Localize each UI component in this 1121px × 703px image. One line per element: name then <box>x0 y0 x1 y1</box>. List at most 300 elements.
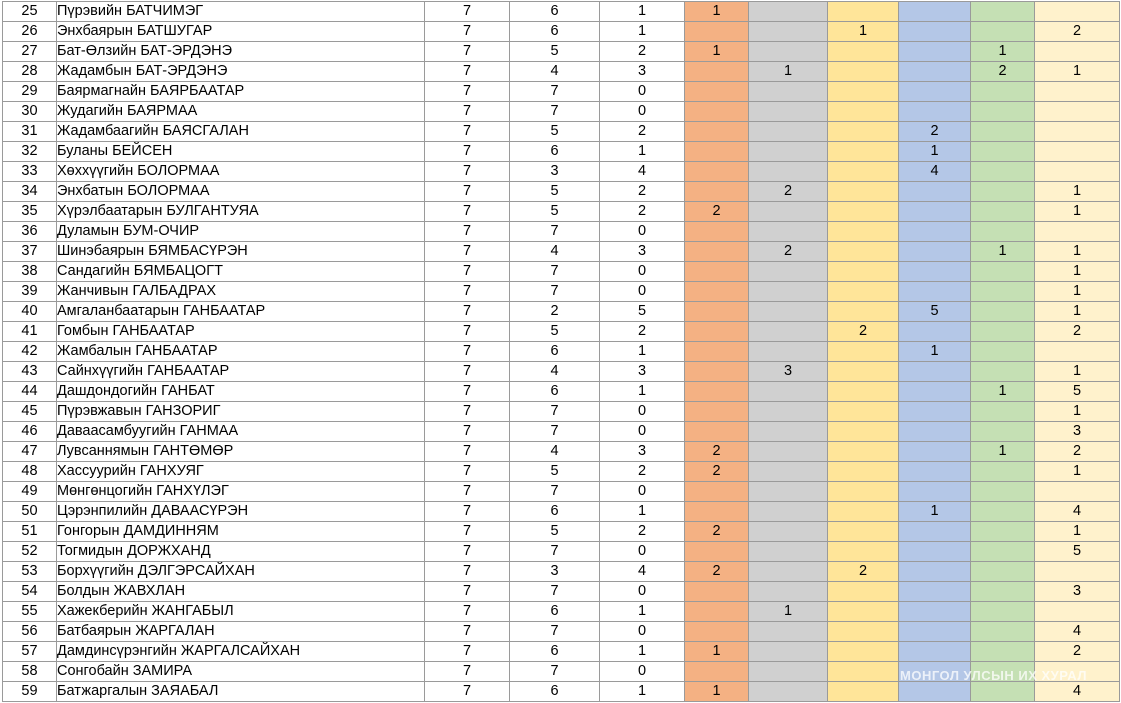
total-sessions: 7 <box>425 662 510 682</box>
table-row <box>3 322 1120 342</box>
col-yellow-value <box>828 302 899 322</box>
col-orange-value <box>685 582 749 602</box>
total-sessions: 7 <box>425 562 510 582</box>
col-orange-value <box>685 22 749 42</box>
attended: 4 <box>510 242 600 262</box>
col-orange-value <box>685 482 749 502</box>
col-yellow-value <box>828 182 899 202</box>
member-name: Лувсаннямын ГАНТӨМӨР <box>57 442 425 462</box>
row-number: 38 <box>3 262 57 282</box>
col-green-value <box>971 82 1035 102</box>
table-row <box>3 602 1120 622</box>
absent: 3 <box>600 62 685 82</box>
col-cream-value <box>1035 142 1120 162</box>
member-name: Баярмагнайн БАЯРБААТАР <box>57 82 425 102</box>
absent: 1 <box>600 142 685 162</box>
col-blue-value <box>899 382 971 402</box>
col-yellow-value <box>828 642 899 662</box>
col-yellow-value <box>828 462 899 482</box>
total-sessions: 7 <box>425 142 510 162</box>
table-row <box>3 422 1120 442</box>
member-name: Хажекберийн ЖАНГАБЫЛ <box>57 602 425 622</box>
col-gray-value <box>749 122 828 142</box>
col-yellow-value <box>828 282 899 302</box>
row-number: 42 <box>3 342 57 362</box>
col-green-value <box>971 462 1035 482</box>
attended: 6 <box>510 682 600 702</box>
col-orange-value <box>685 102 749 122</box>
col-blue-value <box>899 202 971 222</box>
total-sessions: 7 <box>425 602 510 622</box>
row-number: 54 <box>3 582 57 602</box>
table-row <box>3 122 1120 142</box>
watermark-text: МОНГОЛ УЛСЫН ИХ ХУРАЛ <box>900 668 1087 683</box>
col-blue-value <box>899 522 971 542</box>
member-name: Хөххүүгийн БОЛОРМАА <box>57 162 425 182</box>
col-blue-value <box>899 422 971 442</box>
absent: 4 <box>600 162 685 182</box>
absent: 2 <box>600 182 685 202</box>
row-number: 28 <box>3 62 57 82</box>
col-cream-value: 5 <box>1035 382 1120 402</box>
member-name: Батбаярын ЖАРГАЛАН <box>57 622 425 642</box>
col-cream-value <box>1035 162 1120 182</box>
absent: 0 <box>600 262 685 282</box>
table-row <box>3 622 1120 642</box>
member-name: Пүрэвийн БАТЧИМЭГ <box>57 2 425 22</box>
table-row <box>3 682 1120 702</box>
col-blue-value <box>899 682 971 702</box>
col-cream-value: 1 <box>1035 242 1120 262</box>
col-orange-value: 1 <box>685 42 749 62</box>
absent: 0 <box>600 622 685 642</box>
total-sessions: 7 <box>425 622 510 642</box>
attended: 7 <box>510 402 600 422</box>
member-name: Энхбаярын БАТШУГАР <box>57 22 425 42</box>
member-name: Даваасамбуугийн ГАНМАА <box>57 422 425 442</box>
member-name: Бат-Өлзийн БАТ-ЭРДЭНЭ <box>57 42 425 62</box>
attended: 5 <box>510 322 600 342</box>
row-number: 33 <box>3 162 57 182</box>
col-cream-value <box>1035 562 1120 582</box>
total-sessions: 7 <box>425 122 510 142</box>
col-green-value <box>971 542 1035 562</box>
row-number: 43 <box>3 362 57 382</box>
absent: 1 <box>600 22 685 42</box>
absent: 0 <box>600 542 685 562</box>
absent: 2 <box>600 122 685 142</box>
total-sessions: 7 <box>425 362 510 382</box>
row-number: 27 <box>3 42 57 62</box>
row-number: 52 <box>3 542 57 562</box>
total-sessions: 7 <box>425 502 510 522</box>
col-orange-value <box>685 162 749 182</box>
col-green-value <box>971 122 1035 142</box>
absent: 2 <box>600 322 685 342</box>
col-orange-value <box>685 402 749 422</box>
absent: 1 <box>600 382 685 402</box>
col-gray-value <box>749 542 828 562</box>
member-name: Борхүүгийн ДЭЛГЭРСАЙХАН <box>57 562 425 582</box>
member-name: Амгаланбаатарын ГАНБААТАР <box>57 302 425 322</box>
col-green-value <box>971 522 1035 542</box>
col-gray-value: 1 <box>749 62 828 82</box>
col-yellow-value <box>828 42 899 62</box>
col-gray-value <box>749 102 828 122</box>
table-row <box>3 502 1120 522</box>
col-yellow-value <box>828 422 899 442</box>
col-yellow-value <box>828 582 899 602</box>
col-blue-value <box>899 42 971 62</box>
col-blue-value: 1 <box>899 342 971 362</box>
absent: 0 <box>600 82 685 102</box>
col-gray-value <box>749 382 828 402</box>
absent: 3 <box>600 242 685 262</box>
col-green-value <box>971 262 1035 282</box>
col-yellow-value <box>828 222 899 242</box>
attended: 4 <box>510 62 600 82</box>
col-gray-value <box>749 342 828 362</box>
col-orange-value <box>685 422 749 442</box>
col-yellow-value: 1 <box>828 22 899 42</box>
col-yellow-value <box>828 162 899 182</box>
absent: 3 <box>600 442 685 462</box>
col-blue-value: 5 <box>899 302 971 322</box>
col-green-value <box>971 562 1035 582</box>
col-gray-value <box>749 522 828 542</box>
col-yellow-value <box>828 622 899 642</box>
attended: 7 <box>510 582 600 602</box>
col-green-value <box>971 342 1035 362</box>
col-green-value <box>971 622 1035 642</box>
member-name: Дуламын БУМ-ОЧИР <box>57 222 425 242</box>
row-number: 59 <box>3 682 57 702</box>
table-row <box>3 582 1120 602</box>
col-cream-value: 1 <box>1035 402 1120 422</box>
absent: 4 <box>600 562 685 582</box>
col-cream-value <box>1035 602 1120 622</box>
col-green-value <box>971 682 1035 702</box>
attended: 5 <box>510 122 600 142</box>
attended: 4 <box>510 442 600 462</box>
absent: 1 <box>600 602 685 622</box>
absent: 1 <box>600 2 685 22</box>
col-yellow-value <box>828 482 899 502</box>
col-cream-value: 1 <box>1035 462 1120 482</box>
row-number: 39 <box>3 282 57 302</box>
col-orange-value <box>685 362 749 382</box>
col-orange-value <box>685 622 749 642</box>
col-blue-value <box>899 462 971 482</box>
col-orange-value: 1 <box>685 682 749 702</box>
member-name: Гонгорын ДАМДИННЯМ <box>57 522 425 542</box>
attended: 4 <box>510 362 600 382</box>
col-cream-value <box>1035 222 1120 242</box>
row-number: 25 <box>3 2 57 22</box>
col-blue-value <box>899 582 971 602</box>
row-number: 56 <box>3 622 57 642</box>
col-gray-value <box>749 322 828 342</box>
member-name: Батжаргалын ЗАЯАБАЛ <box>57 682 425 702</box>
col-yellow-value <box>828 102 899 122</box>
col-gray-value <box>749 402 828 422</box>
total-sessions: 7 <box>425 242 510 262</box>
col-yellow-value <box>828 82 899 102</box>
total-sessions: 7 <box>425 542 510 562</box>
col-blue-value <box>899 262 971 282</box>
col-orange-value <box>685 542 749 562</box>
table-row <box>3 302 1120 322</box>
col-blue-value <box>899 62 971 82</box>
col-green-value <box>971 402 1035 422</box>
total-sessions: 7 <box>425 642 510 662</box>
col-green-value <box>971 322 1035 342</box>
col-cream-value <box>1035 82 1120 102</box>
member-name: Сонгобайн ЗАМИРА <box>57 662 425 682</box>
absent: 3 <box>600 362 685 382</box>
col-gray-value: 2 <box>749 182 828 202</box>
col-yellow-value <box>828 2 899 22</box>
total-sessions: 7 <box>425 162 510 182</box>
col-cream-value: 2 <box>1035 322 1120 342</box>
col-yellow-value <box>828 262 899 282</box>
col-green-value <box>971 662 1035 682</box>
col-blue-value <box>899 562 971 582</box>
table-row <box>3 342 1120 362</box>
col-yellow-value <box>828 202 899 222</box>
col-gray-value: 2 <box>749 242 828 262</box>
col-green-value <box>971 482 1035 502</box>
row-number: 32 <box>3 142 57 162</box>
attended: 7 <box>510 662 600 682</box>
total-sessions: 7 <box>425 442 510 462</box>
row-number: 35 <box>3 202 57 222</box>
absent: 2 <box>600 462 685 482</box>
col-yellow-value: 2 <box>828 322 899 342</box>
member-name: Гомбын ГАНБААТАР <box>57 322 425 342</box>
col-cream-value: 3 <box>1035 422 1120 442</box>
absent: 0 <box>600 282 685 302</box>
col-orange-value <box>685 122 749 142</box>
table-row <box>3 162 1120 182</box>
member-name: Жадамбын БАТ-ЭРДЭНЭ <box>57 62 425 82</box>
col-gray-value <box>749 582 828 602</box>
col-green-value <box>971 582 1035 602</box>
col-cream-value: 1 <box>1035 282 1120 302</box>
col-yellow-value <box>828 122 899 142</box>
row-number: 50 <box>3 502 57 522</box>
col-orange-value: 2 <box>685 442 749 462</box>
col-orange-value: 2 <box>685 562 749 582</box>
col-yellow-value <box>828 522 899 542</box>
table-row <box>3 402 1120 422</box>
attended: 7 <box>510 82 600 102</box>
absent: 2 <box>600 42 685 62</box>
col-cream-value <box>1035 42 1120 62</box>
col-orange-value: 2 <box>685 522 749 542</box>
table-row <box>3 482 1120 502</box>
member-name: Мөнгөнцогийн ГАНХҮЛЭГ <box>57 482 425 502</box>
table-row <box>3 282 1120 302</box>
col-green-value <box>971 202 1035 222</box>
col-gray-value <box>749 642 828 662</box>
attended: 6 <box>510 502 600 522</box>
attended: 6 <box>510 142 600 162</box>
total-sessions: 7 <box>425 222 510 242</box>
col-gray-value <box>749 622 828 642</box>
col-yellow-value <box>828 602 899 622</box>
col-cream-value <box>1035 482 1120 502</box>
col-yellow-value <box>828 402 899 422</box>
col-green-value: 1 <box>971 242 1035 262</box>
col-yellow-value <box>828 142 899 162</box>
col-blue-value <box>899 602 971 622</box>
col-blue-value <box>899 242 971 262</box>
row-number: 53 <box>3 562 57 582</box>
col-green-value <box>971 142 1035 162</box>
col-cream-value: 1 <box>1035 522 1120 542</box>
col-green-value <box>971 22 1035 42</box>
attended: 6 <box>510 382 600 402</box>
attended: 7 <box>510 222 600 242</box>
attended: 5 <box>510 42 600 62</box>
col-cream-value: 2 <box>1035 442 1120 462</box>
col-orange-value <box>685 322 749 342</box>
attended: 5 <box>510 462 600 482</box>
col-orange-value <box>685 282 749 302</box>
col-yellow-value <box>828 502 899 522</box>
col-orange-value <box>685 662 749 682</box>
col-gray-value <box>749 222 828 242</box>
col-orange-value <box>685 142 749 162</box>
row-number: 30 <box>3 102 57 122</box>
table-row <box>3 262 1120 282</box>
col-orange-value <box>685 262 749 282</box>
row-number: 51 <box>3 522 57 542</box>
absent: 1 <box>600 502 685 522</box>
table-row <box>3 142 1120 162</box>
absent: 1 <box>600 342 685 362</box>
col-gray-value <box>749 662 828 682</box>
total-sessions: 7 <box>425 382 510 402</box>
col-blue-value: 2 <box>899 122 971 142</box>
col-blue-value <box>899 222 971 242</box>
col-gray-value <box>749 682 828 702</box>
col-yellow-value <box>828 682 899 702</box>
col-green-value <box>971 102 1035 122</box>
col-green-value <box>971 422 1035 442</box>
col-cream-value: 2 <box>1035 642 1120 662</box>
vote-table <box>2 1 1120 702</box>
absent: 0 <box>600 102 685 122</box>
row-number: 57 <box>3 642 57 662</box>
attended: 6 <box>510 642 600 662</box>
table-row <box>3 442 1120 462</box>
absent: 0 <box>600 582 685 602</box>
total-sessions: 7 <box>425 682 510 702</box>
table-row <box>3 542 1120 562</box>
col-yellow-value <box>828 662 899 682</box>
col-cream-value: 1 <box>1035 362 1120 382</box>
total-sessions: 7 <box>425 262 510 282</box>
row-number: 36 <box>3 222 57 242</box>
col-blue-value <box>899 22 971 42</box>
col-cream-value <box>1035 122 1120 142</box>
col-cream-value: 2 <box>1035 22 1120 42</box>
col-gray-value: 1 <box>749 602 828 622</box>
member-name: Тогмидын ДОРЖХАНД <box>57 542 425 562</box>
total-sessions: 7 <box>425 22 510 42</box>
col-cream-value: 4 <box>1035 682 1120 702</box>
col-blue-value <box>899 662 971 682</box>
col-gray-value <box>749 482 828 502</box>
attended: 7 <box>510 262 600 282</box>
absent: 0 <box>600 482 685 502</box>
col-orange-value <box>685 82 749 102</box>
row-number: 44 <box>3 382 57 402</box>
table-row <box>3 202 1120 222</box>
absent: 2 <box>600 522 685 542</box>
col-green-value: 1 <box>971 442 1035 462</box>
col-blue-value <box>899 402 971 422</box>
col-orange-value: 1 <box>685 642 749 662</box>
member-name: Жудагийн БАЯРМАА <box>57 102 425 122</box>
absent: 1 <box>600 642 685 662</box>
col-gray-value <box>749 22 828 42</box>
absent: 0 <box>600 422 685 442</box>
member-name: Буланы БЕЙСЕН <box>57 142 425 162</box>
col-green-value <box>971 302 1035 322</box>
col-blue-value: 4 <box>899 162 971 182</box>
absent: 5 <box>600 302 685 322</box>
col-cream-value: 5 <box>1035 542 1120 562</box>
row-number: 29 <box>3 82 57 102</box>
col-green-value <box>971 2 1035 22</box>
col-green-value <box>971 642 1035 662</box>
total-sessions: 7 <box>425 282 510 302</box>
total-sessions: 7 <box>425 402 510 422</box>
col-orange-value <box>685 342 749 362</box>
absent: 0 <box>600 402 685 422</box>
col-blue-value <box>899 362 971 382</box>
row-number: 47 <box>3 442 57 462</box>
member-name: Дашдондогийн ГАНБАТ <box>57 382 425 402</box>
col-cream-value: 4 <box>1035 622 1120 642</box>
col-green-value: 1 <box>971 382 1035 402</box>
row-number: 48 <box>3 462 57 482</box>
table-row <box>3 562 1120 582</box>
row-number: 45 <box>3 402 57 422</box>
col-green-value <box>971 222 1035 242</box>
col-blue-value <box>899 282 971 302</box>
col-gray-value: 3 <box>749 362 828 382</box>
col-gray-value <box>749 262 828 282</box>
row-number: 41 <box>3 322 57 342</box>
col-green-value <box>971 362 1035 382</box>
attended: 7 <box>510 542 600 562</box>
col-blue-value <box>899 642 971 662</box>
member-name: Дамдинсүрэнгийн ЖАРГАЛСАЙХАН <box>57 642 425 662</box>
col-orange-value: 1 <box>685 2 749 22</box>
attended: 7 <box>510 102 600 122</box>
attended: 2 <box>510 302 600 322</box>
col-orange-value <box>685 502 749 522</box>
col-blue-value <box>899 102 971 122</box>
table-row <box>3 662 1120 682</box>
table-row <box>3 2 1120 22</box>
member-name: Пүрэвжавын ГАНЗОРИГ <box>57 402 425 422</box>
col-yellow-value <box>828 382 899 402</box>
